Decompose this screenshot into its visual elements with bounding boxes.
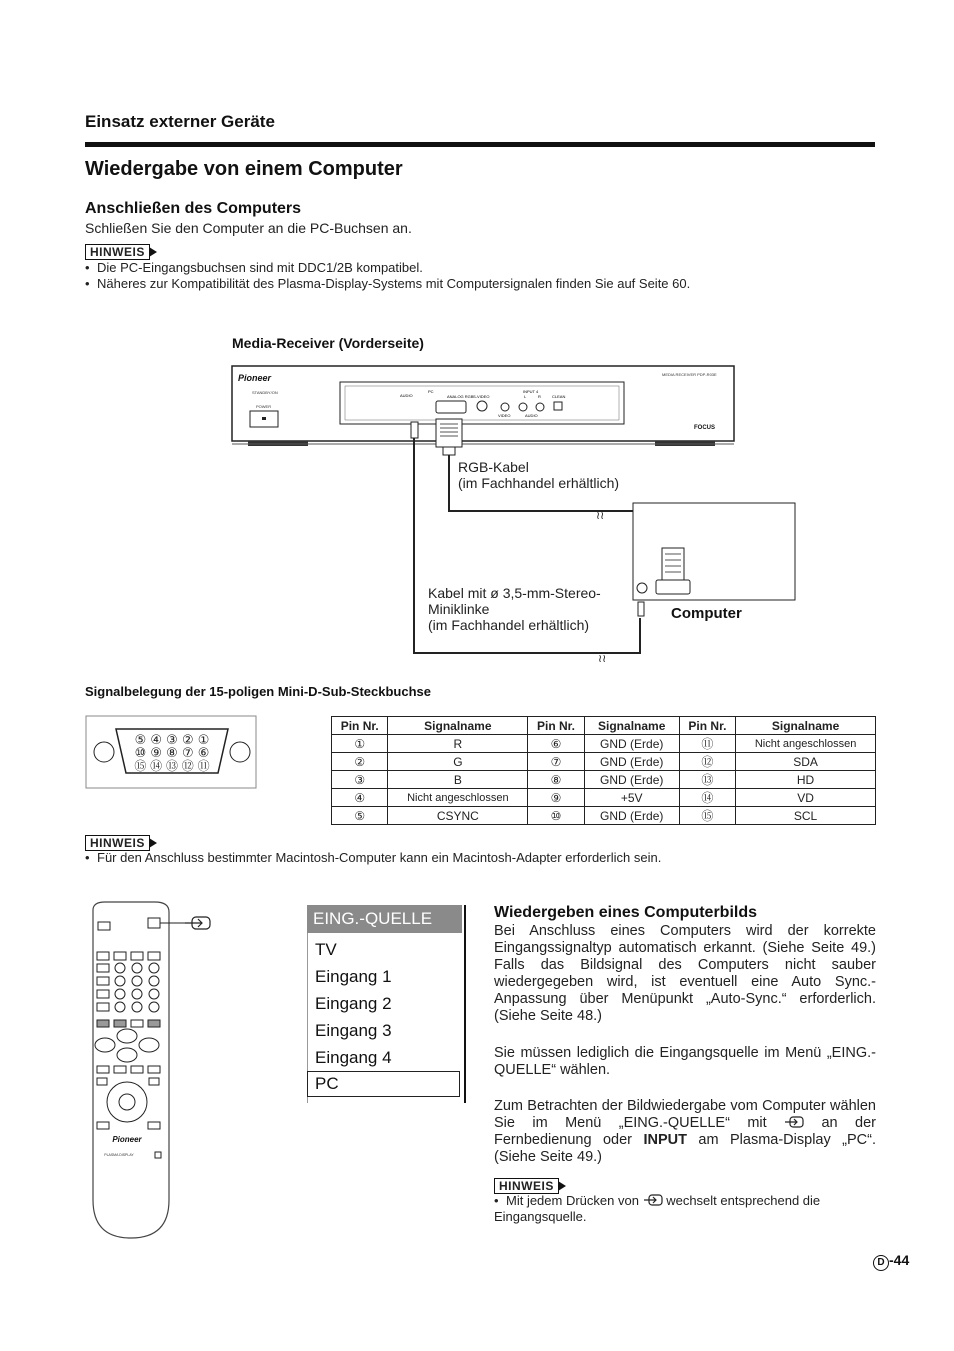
screw-left <box>94 742 114 762</box>
diagram-title: Media-Receiver (Vorderseite) <box>232 335 424 351</box>
menu-item-tv[interactable]: TV <box>315 940 337 959</box>
playback-paragraph-3: Zum Betrachten der Bildwiedergabe vom Computer wählen Sie im Menü „EING.-QUELLE“ mit an der Fernbedienung oder INPUT am Plasma-Display „PC“. (Siehe Seite 49.) <box>494 1098 877 1165</box>
computer-audio-port <box>637 583 647 593</box>
language-badge: D <box>873 1255 889 1271</box>
menu-item-input-1[interactable]: Eingang 1 <box>315 967 392 986</box>
power-label: POWER <box>256 404 272 409</box>
pin-table <box>331 716 876 825</box>
input-icon <box>185 917 210 929</box>
table-row: ⑤ CSYNC ⑩ GND (Erde) ⑮ SCL <box>332 807 876 825</box>
computer-vga-port <box>656 580 690 594</box>
svideo-port <box>477 401 487 411</box>
playback-heading: Wiedergeben eines Computerbilds <box>494 904 758 921</box>
svg-text:(im Fachhandel erhältlich): (im Fachhandel erhältlich) <box>428 617 590 633</box>
connector-row-top: ⑤ ④ ③ ② ① <box>134 733 210 748</box>
playback-note: • Mit jedem Drücken von wechselt entsprechend die Eingangsquelle. <box>494 1193 821 1224</box>
rgb-cable-note: (im Fachhandel erhältlich) <box>458 475 620 491</box>
remote-brand: Pioneer <box>112 1135 142 1144</box>
note-item: • Die PC-Eingangsbuchsen sind mit DDC1/2B kompatibel. <box>85 260 423 275</box>
table-row: ① R ⑥ GND (Erde) ⑪ Nicht angeschlossen <box>332 735 876 753</box>
computer-vga-plug <box>662 548 684 580</box>
connect-intro: Schließen Sie den Computer an die PC-Buchsen an. <box>85 220 412 236</box>
hinweis-badge: HINWEIS <box>85 834 157 852</box>
hinweis-badge: HINWEIS <box>85 243 157 261</box>
focus-logo: FOCUS <box>694 425 715 431</box>
standby-label: STANDBY/ON <box>252 390 278 395</box>
menu-item-input-2[interactable]: Eingang 2 <box>315 994 392 1013</box>
svg-text:CLEAN: CLEAN <box>552 394 566 399</box>
arrow-icon <box>149 838 157 848</box>
note-item: • Näheres zur Kompatibilität des Plasma-Display-Systems mit Computersignalen finden Sie auf Seite 60. <box>85 276 691 291</box>
remote-caption: PLASMA DISPLAY <box>104 1153 134 1157</box>
menu-item-input-4[interactable]: Eingang 4 <box>315 1048 392 1067</box>
pin-table-title: Signalbelegung der 15-poligen Mini-D-Sub-Steckbuchse <box>85 684 431 699</box>
audio-plug <box>411 422 418 438</box>
input-icon <box>643 1194 663 1206</box>
rgb-cable-label: RGB-Kabel <box>458 459 529 475</box>
section-header: Einsatz externer Geräte <box>85 112 275 131</box>
remote-control <box>85 900 220 1245</box>
playback-paragraph-1: Bei Anschluss eines Computers wird der korrekte Eingangssignaltyp automatisch erkannt. (Siehe Seite 49.) Falls das Bildsignal des Computers nicht sauber wiedergegeben wird, ist eventuell eine Auto Sync.-Anpassung über Menüpunkt „Auto-Sync.“ erforderlich. (Siehe Seite 48.) <box>494 923 876 1024</box>
svg-text:ANALOG RGB: ANALOG RGB <box>447 394 474 399</box>
menu-item-input-3[interactable]: Eingang 3 <box>315 1021 392 1040</box>
page-title: Wiedergabe von einem Computer <box>85 158 403 180</box>
svg-text:INPUT 4: INPUT 4 <box>523 389 539 394</box>
hinweis-badge: HINWEIS <box>494 1177 566 1195</box>
svg-text:Miniklinke: Miniklinke <box>428 601 490 617</box>
menu-item-pc[interactable]: PC <box>315 1074 339 1093</box>
dsub-connector <box>85 715 257 790</box>
playback-paragraph-2: Sie müssen lediglich die Eingangsquelle im Menü „EING.-QUELLE“ wählen. <box>494 1045 876 1078</box>
connector-row-bot: ⑮ ⑭ ⑬ ⑫ ⑪ <box>134 759 210 773</box>
receiver-brand: Pioneer <box>238 373 272 383</box>
vga-port <box>436 401 466 413</box>
mac-note: • Für den Anschluss bestimmter Macintosh-Computer kann ein Macintosh-Adapter erforderlich sein. <box>85 850 662 865</box>
computer-label: Computer <box>671 605 742 622</box>
input-source-menu <box>297 905 467 1105</box>
svg-text:AUDIO: AUDIO <box>400 393 413 398</box>
table-row: ② G ⑦ GND (Erde) ⑫ SDA <box>332 753 876 771</box>
svg-text:VIDEO: VIDEO <box>498 413 511 418</box>
svg-text:AUDIO: AUDIO <box>525 413 538 418</box>
mini-cable-label: Kabel mit ø 3,5-mm-Stereo- <box>428 585 601 601</box>
svg-text:R: R <box>538 394 541 399</box>
screw-right <box>230 742 250 762</box>
svg-text:≀≀: ≀≀ <box>596 510 605 522</box>
svg-text:S-VIDEO: S-VIDEO <box>473 394 490 399</box>
input-icon <box>784 1116 804 1128</box>
table-row: ③ B ⑧ GND (Erde) ⑬ HD <box>332 771 876 789</box>
svg-text:PC: PC <box>428 389 434 394</box>
table-header-row: Pin Nr. Signalname Pin Nr. Signalname Pin Nr. Signalname <box>332 717 876 735</box>
receiver-model: MEDIA RECEIVER PDP-R03E <box>662 372 717 377</box>
connect-heading: Anschließen des Computers <box>85 200 302 217</box>
connector-row-mid: ⑩ ⑨ ⑧ ⑦ ⑥ <box>134 746 210 761</box>
arrow-icon <box>558 1181 566 1191</box>
svg-text:≀≀: ≀≀ <box>598 653 607 665</box>
page-number: D -44 <box>873 1252 909 1271</box>
table-row: ④ Nicht angeschlossen ⑨ +5V ⑭ VD <box>332 789 876 807</box>
svg-text:L: L <box>524 394 527 399</box>
rgb-plug <box>436 419 462 447</box>
menu-header: EING.-QUELLE <box>307 905 462 933</box>
